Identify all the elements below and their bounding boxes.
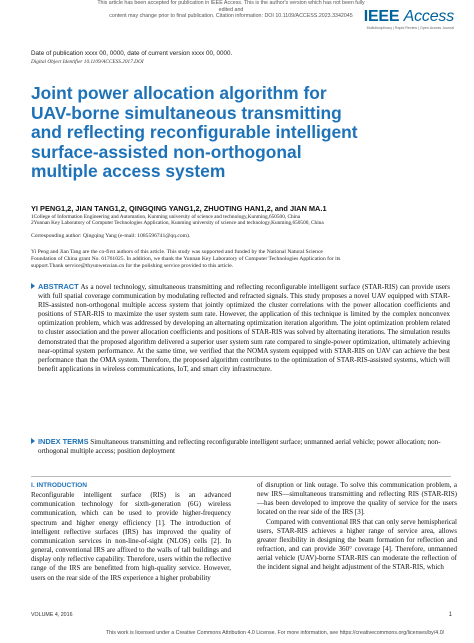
author-list: YI PENG1,2, JIAN TANG1,2, QINGQING YANG1,2, ZHUOTING HAN1,2, and JIAN MA.1 [31, 204, 327, 213]
title-line-4: surface-assisted non-orthogonal [31, 141, 302, 162]
paper-title [31, 84, 451, 182]
abstract-text: As a novel technology, simultaneous transmitting and reflecting reconfigurable intelligent surface (STAR-RIS) can provide users with full spatial coverage communication by modulating reflected and refracted signals. This study proposes a novel UAV equipped with STAR-RIS-assisted non-orthogonal multiple access system that jointly optimized the cluster correlations with the power allocation coefficients and positions of STAR-RIS to maximize the user system sum rate. However, the application of this technique is limited by the complex nonconvex optimization problem, which was addressed by developing an alternating optimization iteration algorithm. The joint optimization problem related to cluster association and the power allocation coefficients and positions of STAR-RIS was solved by alternating iterations. The simulation results demonstrated that the proposed algorithm delivered a superior user system sum rate compared to single-power optimization, ultimately achieving near-optimal system performance. At the same time, we verified that the NOMA system equipped with STAR-RIS on UAV can achieve the best performance than the OMA system. Therefore, the proposed algorithm contributes to the optimization of STAR-RIS-assisted systems, which will benefit applications in wireless communications, IoT, and smart city infrastructure. [38, 283, 451, 373]
logo-ieee: IEEE [363, 8, 400, 25]
logo-access: Access [403, 8, 454, 25]
funding-line-3: support.Thank service@thyunwenxian.cn for the polishing service provided to this article. [31, 263, 234, 270]
logo-tagline: Multidisciplinary | Rapid Review | Open Access Journal [366, 26, 454, 30]
body-column-left [31, 481, 231, 583]
index-terms-text: Simultaneous transmitting and reflecting reconfigurable intelligent surface; unmanned aerial vehicle; power allocation; non-orthogonal multiple access; position deployment [38, 438, 441, 456]
notice-line-1: This article has been accepted for publication in IEEE Access. This is the author's version which has not been fully edited and [97, 0, 365, 13]
index-terms-marker [31, 438, 35, 446]
triangle-icon [31, 438, 35, 444]
intro-paragraph-1-cont: of disruption or link outage. To solve this communication problem, a new IRS—simultaneous transmitting and reflecting RIS (STAR-RIS)—has been developed to improve the quality of service for the users located on the rear side of the IRS [3]. [257, 481, 457, 517]
triangle-icon [31, 283, 35, 289]
title-line-5: multiple access system [31, 161, 226, 182]
abstract [38, 282, 450, 374]
funding-line-1: Yi Peng and Jian Tang are the co-first authors of this article. This study was supported and funded by the National Natural Science [31, 249, 323, 255]
intro-paragraph-2: Compared with conventional IRS that can only serve hemispherical users, STAR-RIS achieves a higher range of service area, allows greater flexibility in designing the beam formation for reflection and refraction, and can provide 360° coverage [4]. Therefore, unmanned aerial vehicle (UAV)-borne STAR-RIS can moderate the reflection of the incident signal and height adjustment of the STAR-RIS, which [257, 517, 457, 572]
title-line-3: and reflecting reconfigurable intelligent [31, 122, 358, 143]
acceptance-notice [96, 0, 366, 20]
publication-meta [31, 50, 232, 66]
ieee-access-logo [364, 9, 454, 25]
volume-label: VOLUME 4, 2016 [31, 612, 73, 618]
notice-line-2: content may change prior to final publication. Citation information: DOI 10.1109/ACCESS.2023.3342045 [109, 13, 353, 20]
title-line-2: UAV-borne simultaneous transmitting [31, 102, 342, 123]
page-number: 1 [448, 612, 452, 618]
index-terms-label: INDEX TERMS [38, 437, 89, 446]
index-terms [38, 437, 450, 456]
affiliations [31, 214, 324, 227]
publication-dates: Date of publication xxxx 00, 0000, date of current version xxxx 00, 0000. [31, 50, 233, 57]
doi-line: Digital Object Identifier 10.1109/ACCESS.2017.DOI [31, 59, 144, 66]
funding-line-2: Foundation of China grant No. 61761025. In addition, we thank the Yunnan Key Laboratory of Computer Technologies Application for its [31, 256, 341, 263]
journal-logo [364, 9, 454, 30]
abstract-label: ABSTRACT [38, 282, 79, 291]
affiliation-2: 2Yunnan Key Laboratory of Computer Technologies Application, Kunming university of science and technology,Kunming,650500, China [31, 220, 324, 227]
affiliation-1: 1College of Information Engineering and Automation, Kunming university of science and technology,Kunming,650500, China [31, 214, 301, 220]
page-header [0, 0, 474, 30]
introduction-heading: I. INTRODUCTION [31, 482, 88, 489]
section-divider [31, 476, 451, 477]
license-notice: This work is licensed under a Creative Commons Attribution 4.0 License. For more information, see https://creativecommons.org/licenses/by/4.0/ [105, 630, 445, 636]
body-column-right [257, 481, 457, 573]
funding-note [31, 249, 451, 271]
corresponding-author: Corresponding author: Qingqing Yang (e-mail: 1085596741@qq.com). [31, 233, 191, 239]
title-line-1: Joint power allocation algorithm for [31, 83, 327, 103]
intro-paragraph-1: Reconfigurable intelligent surface (RIS) is an advanced communication technology for sixth-generation (6G) wireless communication, which can be used to provide higher-frequency spectrum and higher energy efficiency [1]. The introduction of intelligent reflective surfaces (IRS) has improved the quality of communication services in non-line-of-sight (NLOS) cells [2]. In general, conventional IRS are affixed to the walls of tall buildings and display only reflective capability. Therefore, users within the reflective range of the IRS are benefitted from high-quality service. However, users on the rear side of the IRS experience a higher probability [31, 491, 231, 582]
abstract-marker [31, 283, 35, 291]
